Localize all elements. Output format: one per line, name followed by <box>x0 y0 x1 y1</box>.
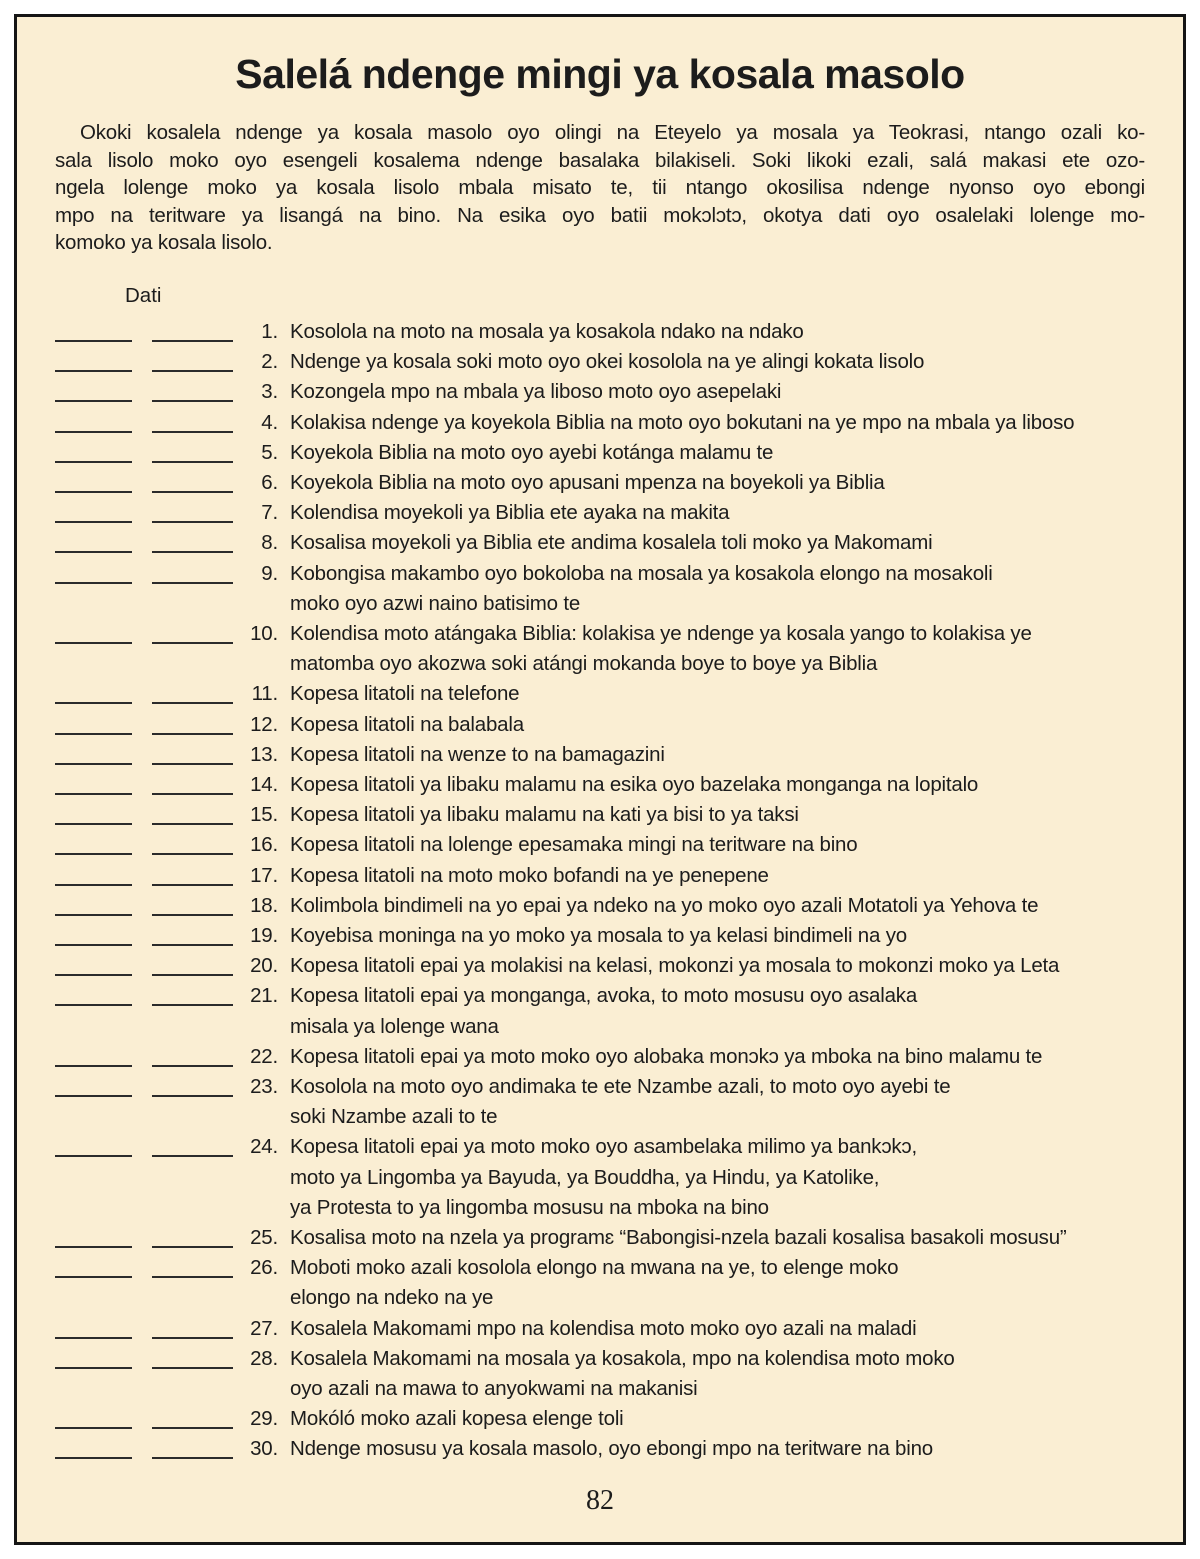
item-text <box>290 347 1145 377</box>
list-item <box>55 710 1145 740</box>
item-number: 3. <box>261 380 278 404</box>
item-text <box>290 1132 1145 1223</box>
item-number: 15. <box>250 803 278 827</box>
date-blank-2 <box>152 891 233 916</box>
item-text <box>290 377 1145 407</box>
item-text-line: Kosalisa moto na nzela ya programɛ “Babongisi-nzela bazali kosalisa basakoli mosusu” <box>290 1226 1067 1250</box>
page-border-frame <box>14 14 1186 1545</box>
list-item <box>55 317 1145 347</box>
item-text-line: Kolimbola bindimeli na yo epai ya ndeko na yo moko oyo azali Motatoli ya Yehova te <box>290 893 1039 917</box>
item-text-line: soki Nzambe azali to te <box>290 1105 498 1129</box>
item-text <box>290 1434 1145 1464</box>
date-blank-2 <box>152 1132 233 1157</box>
date-blank-2 <box>152 710 233 735</box>
date-blank-1 <box>55 679 132 704</box>
item-number: 10. <box>250 622 278 645</box>
item-number: 21. <box>250 984 278 1008</box>
item-number: 11. <box>251 682 278 706</box>
date-blank-1 <box>55 498 132 523</box>
intro-paragraph <box>55 119 1145 257</box>
item-text-line: Ndenge ya kosala soki moto oyo okei kosolola na ye alingi kokata lisolo <box>290 350 925 374</box>
date-blank-2 <box>152 951 233 976</box>
item-text <box>290 438 1145 468</box>
item-number: 25. <box>250 1226 278 1250</box>
intro-line: ngela lolenge moko ya kosala lisolo mbala misato te, tii ntango okosilisa ndenge nyonso oyo ebongi <box>55 176 1145 200</box>
item-text-line: Kolendisa moyekoli ya Biblia ete ayaka na makita <box>290 501 730 525</box>
item-text-line: Kopesa litatoli na moto moko bofandi na ye penepene <box>290 863 769 887</box>
item-number: 16. <box>250 833 278 857</box>
list-item <box>55 830 1145 860</box>
date-blank-1 <box>55 1072 132 1097</box>
date-blank-1 <box>55 1344 132 1369</box>
item-text <box>290 619 1145 679</box>
date-blank-1 <box>55 1314 132 1339</box>
date-column-header: Dati <box>125 283 162 307</box>
item-text-line: oyo azali na mawa to anyokwami na makanisi <box>290 1377 698 1401</box>
date-blank-1 <box>55 710 132 735</box>
page-title: Salelá ndenge mingi ya kosala masolo <box>235 51 965 97</box>
list-item <box>55 559 1145 619</box>
item-text <box>290 800 1145 830</box>
item-text-line: Kosalela Makomami na mosala ya kosakola, mpo na kolendisa moto moko <box>290 1346 955 1370</box>
list-item <box>55 1042 1145 1072</box>
item-text-line: moko oyo azwi naino batisimo te <box>290 591 581 615</box>
item-text-line: Kopesa litatoli na telefone <box>290 682 520 706</box>
date-blank-2 <box>152 861 233 886</box>
date-blank-1 <box>55 377 132 402</box>
date-blank-2 <box>152 377 233 402</box>
item-text <box>290 468 1145 498</box>
item-number: 1. <box>261 319 278 343</box>
item-text-line: matomba oyo akozwa soki atángi mokanda boye to boye ya Biblia <box>290 652 878 676</box>
item-number: 23. <box>250 1075 278 1099</box>
item-text-line: Mokóló moko azali kopesa elenge toli <box>290 1407 624 1431</box>
date-blank-2 <box>152 1042 233 1067</box>
list-item <box>55 679 1145 709</box>
date-blank-2 <box>152 679 233 704</box>
item-text <box>290 1042 1145 1072</box>
item-text-line: Kobongisa makambo oyo bokoloba na mosala ya kosakola elongo na mosakoli <box>290 561 993 585</box>
date-blank-1 <box>55 468 132 493</box>
date-blank-1 <box>55 740 132 765</box>
list-item <box>55 619 1145 679</box>
item-text <box>290 951 1145 981</box>
item-text-line: Koyekola Biblia na moto oyo ayebi kotánga malamu te <box>290 440 774 464</box>
date-blank-1 <box>55 981 132 1006</box>
item-number: 2. <box>261 350 278 374</box>
item-text <box>290 981 1145 1041</box>
date-blank-2 <box>152 1404 233 1429</box>
item-text <box>290 1344 1145 1404</box>
item-number: 4. <box>261 410 278 434</box>
item-number: 30. <box>250 1437 278 1461</box>
intro-line: komoko ya kosala lisolo. <box>55 231 273 255</box>
item-text <box>290 830 1145 860</box>
date-blank-1 <box>55 528 132 553</box>
intro-line: Okoki kosalela ndenge ya kosala masolo oyo olingi na Eteyelo ya mosala ya Teokrasi, ntango ozali ko- <box>80 121 1145 144</box>
date-blank-2 <box>152 1344 233 1369</box>
item-text-line: Moboti moko azali kosolola elongo na mwana na ye, to elenge moko <box>290 1256 899 1280</box>
item-number: 19. <box>250 924 278 948</box>
date-blank-2 <box>152 1223 233 1248</box>
list-item <box>55 1314 1145 1344</box>
date-blank-2 <box>152 1314 233 1339</box>
date-blank-2 <box>152 981 233 1006</box>
list-item <box>55 951 1145 981</box>
item-text <box>290 1253 1145 1313</box>
date-blank-2 <box>152 921 233 946</box>
item-number: 6. <box>261 470 278 494</box>
date-blank-1 <box>55 891 132 916</box>
list-item <box>55 377 1145 407</box>
item-text-line: Kolendisa moto atángaka Biblia: kolakisa ye ndenge ya kosala yango to kolakisa ye <box>290 622 1032 645</box>
date-blank-1 <box>55 861 132 886</box>
list-item <box>55 1404 1145 1434</box>
list-item <box>55 861 1145 891</box>
item-text <box>290 679 1145 709</box>
item-text <box>290 770 1145 800</box>
item-text <box>290 1314 1145 1344</box>
item-number: 9. <box>261 561 278 585</box>
date-blank-1 <box>55 1223 132 1248</box>
item-text-line: Kopesa litatoli epai ya molakisi na kelasi, mokonzi ya mosala to mokonzi moko ya Leta <box>290 954 1060 978</box>
item-number: 27. <box>250 1316 278 1340</box>
date-blank-2 <box>152 408 233 433</box>
item-text-line: moto ya Lingomba ya Bayuda, ya Bouddha, ya Hindu, ya Katolike, <box>290 1165 880 1189</box>
list-item <box>55 468 1145 498</box>
list-item <box>55 770 1145 800</box>
item-text <box>290 861 1145 891</box>
item-text <box>290 1404 1145 1434</box>
item-text <box>290 1072 1145 1132</box>
date-blank-2 <box>152 317 233 342</box>
date-blank-1 <box>55 317 132 342</box>
item-text <box>290 891 1145 921</box>
item-text-line: Kopesa litatoli ya libaku malamu na kati ya bisi to ya taksi <box>290 803 799 827</box>
date-blank-1 <box>55 347 132 372</box>
date-blank-2 <box>152 438 233 463</box>
list-item <box>55 408 1145 438</box>
item-number: 5. <box>261 440 278 464</box>
item-number: 29. <box>250 1407 278 1431</box>
item-text-line: Kopesa litatoli na wenze to na bamagazini <box>290 742 665 766</box>
intro-line: mpo na teritware ya lisangá na bino. Na esika oyo batii mokɔlɔtɔ, okotya dati oyo osalelaki lolenge mo- <box>55 203 1145 227</box>
date-blank-1 <box>55 1434 132 1459</box>
page-number: 82 <box>586 1484 614 1516</box>
item-number: 28. <box>250 1346 278 1370</box>
item-text-line: misala ya lolenge wana <box>290 1014 499 1038</box>
date-blank-1 <box>55 921 132 946</box>
item-text-line: Koyekola Biblia na moto oyo apusani mpenza na boyekoli ya Biblia <box>290 470 885 494</box>
item-text <box>290 710 1145 740</box>
item-text-line: Kolakisa ndenge ya koyekola Biblia na moto oyo bokutani na ye mpo na mbala ya liboso <box>290 410 1075 434</box>
list-item <box>55 1223 1145 1253</box>
item-number: 17. <box>250 863 278 887</box>
list-item <box>55 891 1145 921</box>
item-number: 7. <box>261 501 278 525</box>
item-text <box>290 498 1145 528</box>
list-item <box>55 528 1145 558</box>
date-blank-1 <box>55 1404 132 1429</box>
date-blank-1 <box>55 1132 132 1157</box>
item-text-line: Kopesa litatoli epai ya moto moko oyo asambelaka milimo ya bankɔkɔ, <box>290 1135 917 1159</box>
date-blank-2 <box>152 619 233 644</box>
item-text-line: Kopesa litatoli na lolenge epesamaka mingi na teritware na bino <box>290 833 858 857</box>
item-number: 26. <box>250 1256 278 1280</box>
list-item <box>55 1072 1145 1132</box>
list-item <box>55 1132 1145 1223</box>
item-text-line: Kopesa litatoli epai ya moto moko oyo alobaka monɔkɔ ya mboka na bino malamu te <box>290 1044 1043 1068</box>
item-text <box>290 1223 1145 1253</box>
item-text-line: ya Protesta to ya lingomba mosusu na mboka na bino <box>290 1195 769 1219</box>
date-blank-2 <box>152 1072 233 1097</box>
list-item <box>55 1344 1145 1404</box>
list-item <box>55 1434 1145 1464</box>
list-item <box>55 347 1145 377</box>
date-blank-1 <box>55 830 132 855</box>
item-number: 12. <box>250 712 278 736</box>
item-text-line: Kopesa litatoli na balabala <box>290 712 524 736</box>
date-blank-1 <box>55 1253 132 1278</box>
item-text <box>290 740 1145 770</box>
date-blank-2 <box>152 347 233 372</box>
date-blank-2 <box>152 498 233 523</box>
date-blank-1 <box>55 619 132 644</box>
date-blank-2 <box>152 468 233 493</box>
date-blank-1 <box>55 951 132 976</box>
presentation-list <box>55 317 1145 1465</box>
date-blank-2 <box>152 559 233 584</box>
item-text <box>290 528 1145 558</box>
item-text-line: Ndenge mosusu ya kosala masolo, oyo ebongi mpo na teritware na bino <box>290 1437 933 1461</box>
item-text-line: Kopesa litatoli epai ya monganga, avoka, to moto mosusu oyo asalaka <box>290 984 918 1008</box>
item-number: 24. <box>250 1135 278 1159</box>
list-item <box>55 921 1145 951</box>
date-blank-1 <box>55 408 132 433</box>
date-blank-2 <box>152 770 233 795</box>
item-number: 8. <box>261 531 278 555</box>
date-blank-1 <box>55 770 132 795</box>
date-blank-2 <box>152 830 233 855</box>
item-text-line: Koyebisa moninga na yo moko ya mosala to ya kelasi bindimeli na yo <box>290 924 907 948</box>
date-blank-2 <box>152 1253 233 1278</box>
list-item <box>55 981 1145 1041</box>
date-blank-2 <box>152 1434 233 1459</box>
item-number: 14. <box>250 773 278 797</box>
item-number: 20. <box>250 954 278 978</box>
page-content <box>55 17 1145 1517</box>
item-text-line: Kosolola na moto na mosala ya kosakola ndako na ndako <box>290 319 804 343</box>
item-text-line: Kozongela mpo na mbala ya liboso moto oyo asepelaki <box>290 380 782 404</box>
date-blank-2 <box>152 800 233 825</box>
item-number: 18. <box>250 893 278 917</box>
list-item <box>55 498 1145 528</box>
date-blank-1 <box>55 559 132 584</box>
item-text-line: Kosolola na moto oyo andimaka te ete Nzambe azali, to moto oyo ayebi te <box>290 1075 951 1099</box>
item-text <box>290 408 1145 438</box>
date-blank-1 <box>55 1042 132 1067</box>
date-blank-2 <box>152 740 233 765</box>
item-text-line: Kopesa litatoli ya libaku malamu na esika oyo bazelaka monganga na lopitalo <box>290 773 979 797</box>
intro-line: sala lisolo moko oyo esengeli kosalema ndenge basalaka bilakiseli. Soki likoki ezali, salá makasi ete ozo- <box>55 148 1145 172</box>
item-number: 22. <box>250 1044 278 1068</box>
list-item <box>55 1253 1145 1313</box>
list-item <box>55 800 1145 830</box>
item-text-line: Kosalela Makomami mpo na kolendisa moto moko oyo azali na maladi <box>290 1316 917 1340</box>
date-blank-2 <box>152 528 233 553</box>
item-number: 13. <box>250 742 278 766</box>
date-blank-1 <box>55 800 132 825</box>
item-text <box>290 317 1145 347</box>
item-text-line: elongo na ndeko na ye <box>290 1286 494 1310</box>
list-item <box>55 438 1145 468</box>
list-item <box>55 740 1145 770</box>
item-text-line: Kosalisa moyekoli ya Biblia ete andima kosalela toli moko ya Makomami <box>290 531 933 555</box>
item-text <box>290 559 1145 619</box>
item-text <box>290 921 1145 951</box>
date-blank-1 <box>55 438 132 463</box>
